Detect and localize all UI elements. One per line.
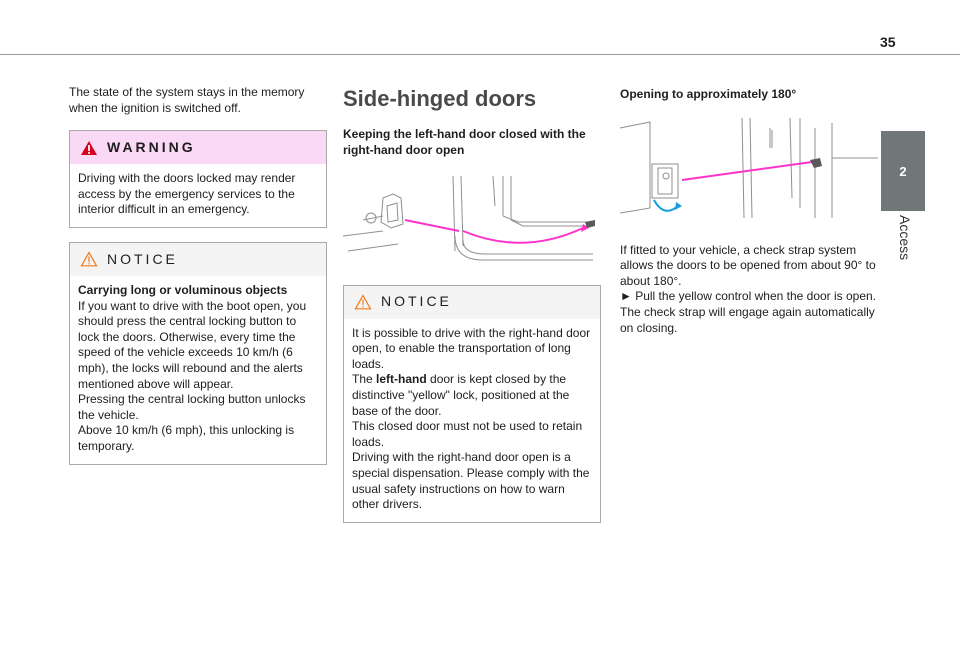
- notice-mid-line-4: Driving with the right-hand door open is a special dispensation. Please comply with the usual safety instructions on how to warn other drivers.: [352, 450, 590, 512]
- notice-mid-line-2: [352, 372, 592, 419]
- header-rule: [0, 54, 960, 55]
- warning-text: Driving with the doors locked may render access by the emergency services to the interior difficult in an emergency.: [78, 171, 296, 217]
- notice-line-3: Above 10 km/h (6 mph), this unlocking is temporary.: [78, 423, 295, 453]
- warning-box: [69, 130, 327, 228]
- section-title: Side-hinged doors: [343, 86, 537, 111]
- notice-line-1: If you want to drive with the boot open, you should press the central locking button to lock the doors. Otherwise, every time the speed of the vehicle exceeds 10 km/h (6 mph), the locks will rebound and the alerts mentioned above will appear.: [78, 298, 307, 391]
- check-strap-heading: Opening to approximately 180°: [620, 87, 797, 101]
- chapter-title: Access: [897, 215, 913, 261]
- notice-line-2: Pressing the central locking button unlocks the vehicle.: [78, 392, 306, 422]
- door-lock-illustration: [343, 176, 601, 266]
- section-subtitle: Keeping the left-hand door closed with the right-hand door open: [343, 127, 586, 157]
- notice-box-middle: [343, 285, 601, 523]
- left-column: [69, 85, 327, 465]
- notice-mid-line-2-bold: left-hand: [376, 372, 427, 387]
- check-strap-illustration: [620, 118, 878, 218]
- right-column: [620, 86, 878, 336]
- notice-icon-middle: [354, 294, 372, 310]
- check-strap-paragraph-3: The check strap will engage again automatically on closing.: [620, 304, 875, 335]
- notice-box-left: [69, 242, 327, 465]
- notice-mid-line-3: This closed door must not be used to retain loads.: [352, 419, 583, 449]
- notice-mid-line-2-post: door is kept closed by the distinctive "yellow" lock, positioned at the base of the door.: [352, 372, 570, 418]
- middle-column: [343, 85, 601, 523]
- warning-title: WARNING: [107, 138, 196, 155]
- notice-header-left: [70, 243, 326, 276]
- notice-body-left: [70, 276, 326, 464]
- check-strap-paragraph-1: If fitted to your vehicle, a check strap system allows the doors to be opened from about 90° to about 180°.: [620, 242, 876, 288]
- notice-body-middle: [344, 319, 600, 522]
- notice-icon: [80, 251, 98, 267]
- notice-mid-line-1: It is possible to drive with the right-hand door open, to enable the transportation of long loads.: [352, 325, 591, 371]
- intro-paragraph: The state of the system stays in the memory when the ignition is switched off.: [69, 85, 305, 115]
- chapter-tab[interactable]: 2: [881, 131, 925, 211]
- check-strap-paragraph-2: ► Pull the yellow control when the door is open.: [620, 289, 877, 304]
- notice-lead: Carrying long or voluminous objects: [78, 282, 288, 297]
- warning-header: [70, 131, 326, 164]
- page-number: 35: [880, 34, 896, 50]
- notice-title-left: NOTICE: [107, 250, 178, 267]
- notice-header-middle: [344, 286, 600, 319]
- notice-title-middle: NOTICE: [381, 293, 452, 310]
- notice-mid-line-2-pre: The: [352, 372, 377, 387]
- warning-icon: [80, 140, 98, 156]
